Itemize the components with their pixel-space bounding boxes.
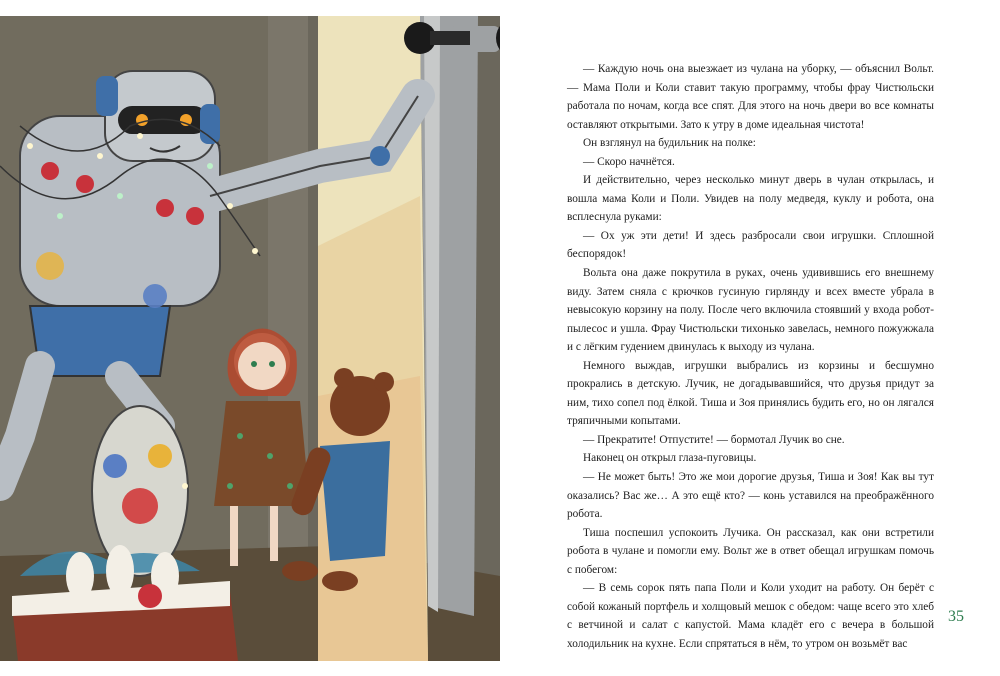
- illustration-art: [0, 16, 500, 661]
- paragraph: — Прекратите! Отпустите! — бормотал Лучик во сне.: [583, 433, 845, 446]
- paragraph: Наконец он открыл глаза-пуговицы.: [583, 452, 757, 465]
- paragraph: — Скоро начнётся.: [583, 155, 675, 168]
- paragraph: — Не может быть! Это же мои дорогие друзья, Тиша и Зоя! Как вы тут оказались? Вас же… А это ещё кто? — конь уставился на преображённого робота.: [567, 471, 934, 521]
- paragraph: Тиша поспешил успокоить Лучика. Он рассказал, как они встретили робота в чулане и помогли ему. Вольт же в ответ обещал игрушкам помочь с побегом:: [567, 526, 934, 576]
- story-text: [567, 60, 934, 654]
- paragraph: — Каждую ночь она выезжает из чулана на уборку, — объяснил Вольт. — Мама Поли и Коли ставит такую программу, чтобы фрау Чистюльски работала по ночам, когда все спят. Для этого на ночь двери во все комнаты оставляют открытыми. Зато к утру в доме идеальная чистота!: [567, 63, 934, 131]
- paragraph: Вольта она даже покрутила в руках, очень удивившись его внешнему виду. Затем сняла с крючков гусиную гирлянду и всех вместе убрала в невысокую корзину на полу. После чего включила стоявший у входа робот-пылесос и ушла. Фрау Чистюльски тихонько завелась, немного пожужжала и с лёгким гудением двинулась к выходу из чулана.: [567, 267, 934, 354]
- book-illustration: [0, 16, 500, 661]
- page-number: 35: [948, 608, 964, 625]
- paragraph: И действительно, через несколько минут дверь в чулан открылась, и вошла мама Коли и Поли. Увидев на полу медведя, куклу и робота, она всплеснула руками:: [567, 174, 934, 224]
- paragraph: — Ох уж эти дети! И здесь разбросали свои игрушки. Сплошной беспорядок!: [567, 229, 934, 261]
- paragraph: Он взглянул на будильник на полке:: [583, 137, 756, 150]
- paragraph: Немного выждав, игрушки выбрались из корзины и бесшумно прокрались в детскую. Лучик, не догадывавшийся, что друзья придут за ним, тихо сопел под ёлкой. Тиша и Зоя принялись будить его, но он лягался тряпичными копытами.: [567, 359, 934, 428]
- paragraph: — В семь сорок пять папа Поли и Коли уходит на работу. Он берёт с собой кожаный портфель и холщовый мешок с обедом: чаще всего это хлеб с ветчиной и салат с капустой. Мама кладёт его с вечера в большой холодильник на кухне. Если спрятаться в нём, то утром он возьмёт вас: [567, 582, 934, 650]
